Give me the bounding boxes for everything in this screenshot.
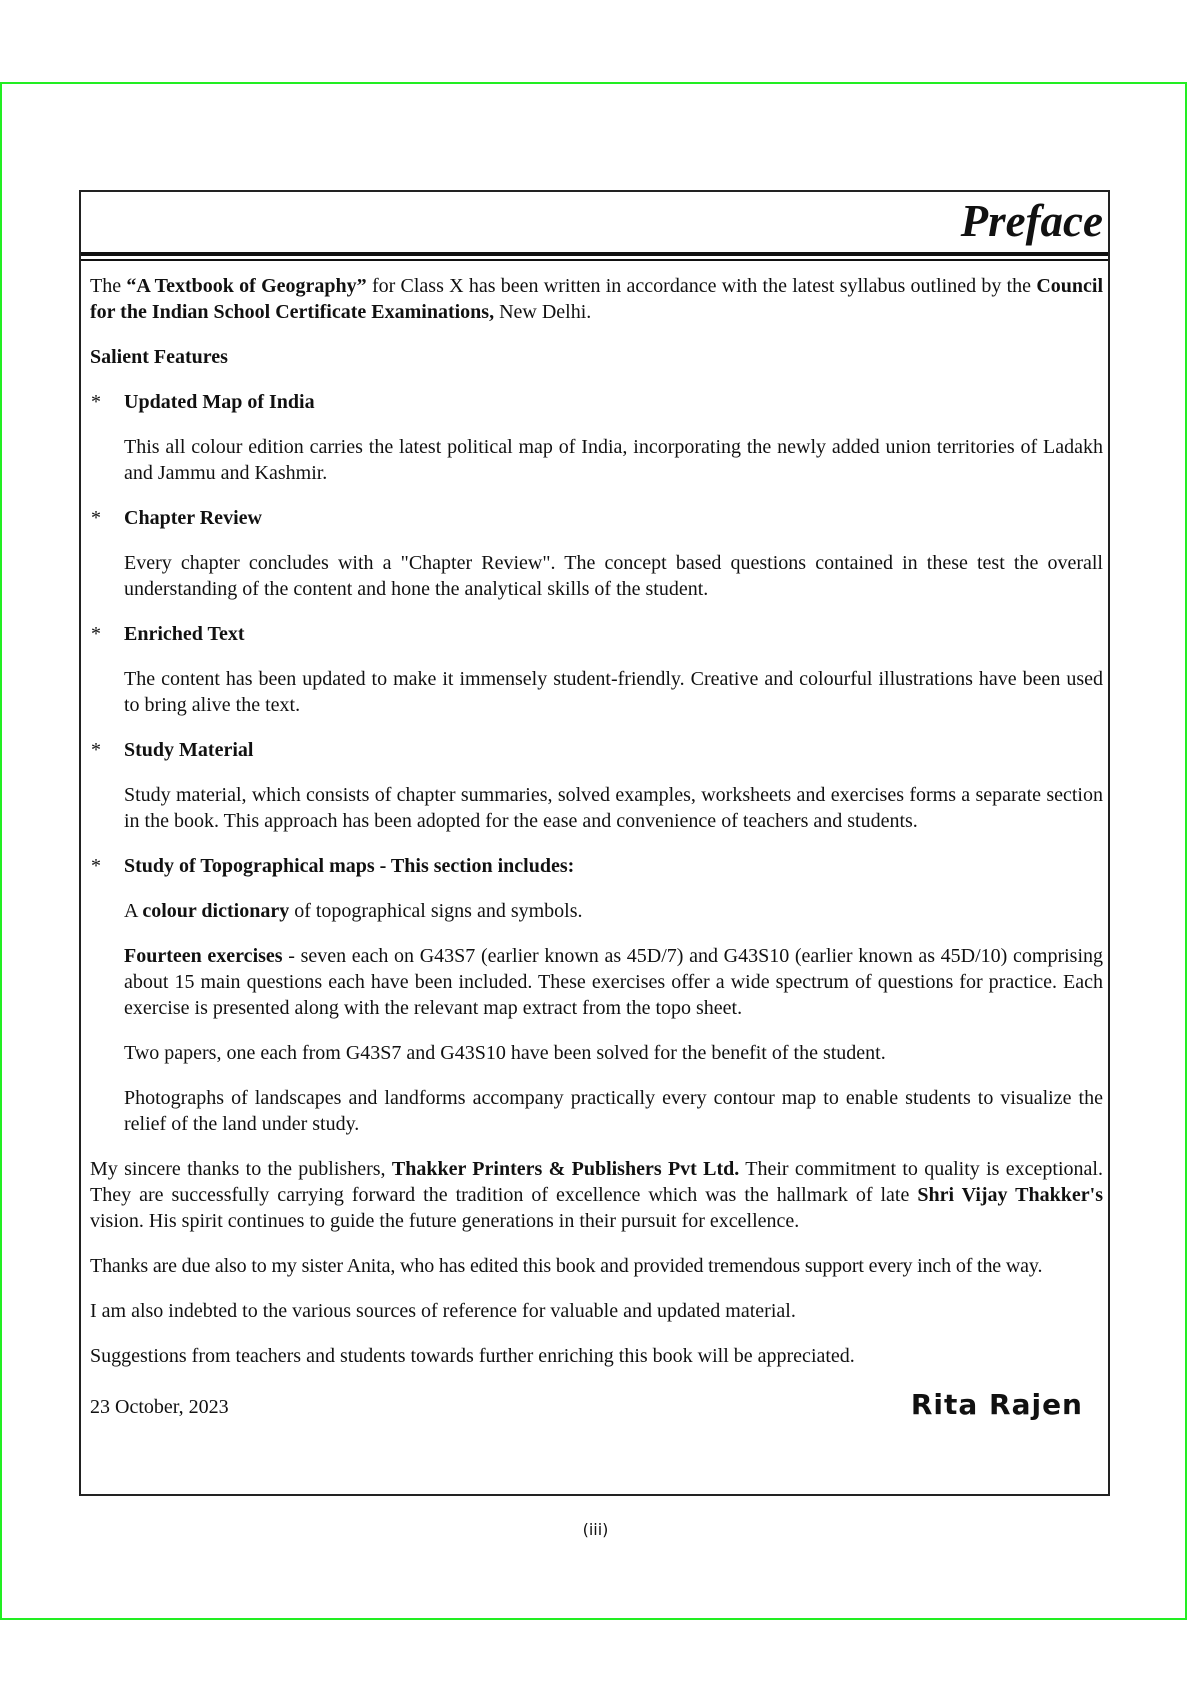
- publisher-name: Thakker Printers & Publishers Pvt Ltd.: [391, 1158, 740, 1180]
- title-rule-thick: [81, 252, 1108, 256]
- bullet-marker: *: [91, 507, 101, 529]
- bullet-marker: *: [91, 855, 101, 877]
- topo-dictionary: [90, 898, 1103, 924]
- feature-heading: [90, 389, 1103, 415]
- topo-ex-bold: Fourteen exercises: [124, 945, 283, 967]
- salient-heading: Salient Features: [90, 346, 228, 368]
- feature-text: Every chapter concludes with a "Chapter Review". The concept based questions contained in these test the overall understanding of the content and hone the analytical skills of the student.: [124, 552, 1103, 600]
- suggestions-paragraph: Suggestions from teachers and students towards further enriching this book will be appreciated.: [90, 1345, 855, 1367]
- feature-title: Enriched Text: [124, 623, 245, 645]
- council-name: Council for the Indian School Certificate Examinations,: [90, 275, 1104, 323]
- feature-title: Updated Map of India: [124, 391, 315, 413]
- topo-exercises: [90, 943, 1103, 1021]
- feature-heading: [90, 853, 1103, 879]
- page-number: (iii): [582, 1520, 609, 1539]
- topo-dict-bold: colour dictionary: [142, 900, 290, 922]
- feature-title: Chapter Review: [124, 507, 262, 529]
- intro-paragraph: [90, 273, 1103, 325]
- topo-papers: Two papers, one each from G43S7 and G43S10 have been solved for the benefit of the student.: [124, 1042, 886, 1064]
- feature-text: The content has been updated to make it immensely student-friendly. Creative and colourful illustrations have been used to bring alive the text.: [124, 668, 1103, 716]
- book-title: “A Textbook of Geography”: [126, 275, 367, 297]
- topo-ex-text: - seven each on G43S7 (earlier known as 45D/7) and G43S10 (earlier known as 45D/10) comprising about 15 main questions each have been included. These exercises offer a wide spectrum of questions for practice. Each exercise is presented along with the relevant map extract from the topo sheet.: [124, 945, 1104, 1019]
- feature-title: Study Material: [124, 739, 254, 761]
- intro-text-2: for Class X has been written in accordance with the latest syllabus outlined by the: [366, 275, 1037, 297]
- bullet-marker: *: [91, 391, 101, 413]
- person-name: Shri Vijay Thakker's: [917, 1184, 1103, 1206]
- feature-heading: [90, 621, 1103, 647]
- topo-dict-post: of topographical signs and symbols.: [289, 900, 583, 922]
- author-signature: Rita Rajen: [910, 1388, 1083, 1421]
- feature-heading: [90, 737, 1103, 763]
- feature-title: Study of Topographical maps - This section includes:: [124, 855, 575, 877]
- topo-photos: Photographs of landscapes and landforms accompany practically every contour map to enable students to visualize the relief of the land under study.: [124, 1087, 1103, 1135]
- signature-line: [90, 1388, 1103, 1428]
- title-rule-thin: [81, 259, 1108, 261]
- intro-text-1: The: [90, 275, 127, 297]
- bullet-marker: *: [91, 739, 101, 761]
- thanks-text-1: My sincere thanks to the publishers,: [90, 1158, 392, 1180]
- preface-frame: [79, 190, 1110, 1496]
- feature-text: This all colour edition carries the latest political map of India, incorporating the newly added union territories of Ladakh and Jammu and Kashmir.: [124, 436, 1103, 484]
- feature-heading: [90, 505, 1103, 531]
- preface-date: 23 October, 2023: [90, 1396, 229, 1418]
- topo-dict-pre: A: [124, 900, 143, 922]
- thanks-paragraph: [90, 1156, 1103, 1234]
- sources-paragraph: I am also indebted to the various sources of reference for valuable and updated material.: [90, 1300, 796, 1322]
- feature-text: Study material, which consists of chapter summaries, solved examples, worksheets and exercises forms a separate section in the book. This approach has been adopted for the ease and convenience of teachers and students.: [124, 784, 1103, 832]
- thanks-text-2: Their commitment to quality is exceptional. They are successfully carrying forward the tradition of excellence which was the hallmark of late: [90, 1158, 1103, 1206]
- intro-text-3: New Delhi.: [494, 301, 592, 323]
- page-title: Preface: [960, 196, 1103, 246]
- bullet-marker: *: [91, 623, 101, 645]
- preface-body: [90, 273, 1103, 1428]
- thanks-text-3: vision. His spirit continues to guide the future generations in their pursuit for excellence.: [90, 1210, 800, 1232]
- sister-paragraph: Thanks are due also to my sister Anita, who has edited this book and provided tremendous support every inch of the way.: [90, 1255, 1043, 1277]
